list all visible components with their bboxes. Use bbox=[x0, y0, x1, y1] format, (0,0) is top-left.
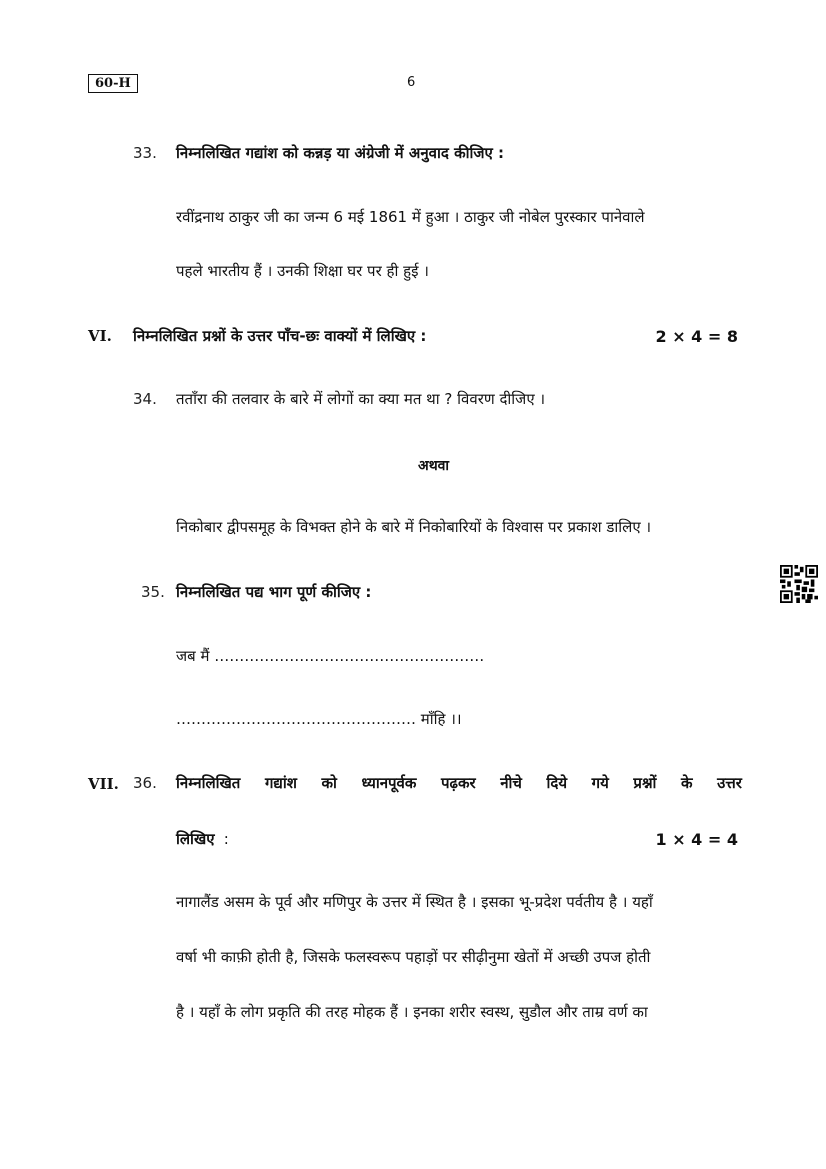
colon: : bbox=[223, 830, 229, 848]
question-number-35: 35. bbox=[141, 583, 165, 601]
question-36-title-continued: लिखिए : bbox=[176, 830, 229, 848]
section-6-roman: VI. bbox=[88, 327, 112, 345]
question-34-text: तताँरा की तलवार के बारे में लोगों का क्या मत था ? विवरण दीजिए । bbox=[176, 390, 546, 408]
title-word: गये bbox=[591, 774, 609, 792]
question-33-title: निम्नलिखित गद्यांश को कन्नड़ या अंग्रेजी में अनुवाद कीजिए : bbox=[176, 144, 505, 162]
title-word: नीचे bbox=[500, 774, 522, 792]
question-number-33: 33. bbox=[133, 144, 157, 162]
passage-line-1: नागालैंड असम के पूर्व और मणिपुर के उत्तर में स्थित है । इसका भू-प्रदेश पर्वतीय है । यहाँ bbox=[176, 893, 653, 911]
question-33-line-1: रवींद्रनाथ ठाकुर जी का जन्म 6 मई 1861 में हुआ । ठाकुर जी नोबेल पुरस्कार पानेवाले bbox=[176, 208, 645, 226]
poem-line-1: जब मैं ……………………………………………… bbox=[176, 647, 485, 665]
qr-code-icon bbox=[780, 565, 818, 603]
question-number-34: 34. bbox=[133, 390, 157, 408]
title-word: गद्यांश bbox=[264, 774, 297, 792]
title-word: को bbox=[321, 774, 337, 792]
question-34-alternative: निकोबार द्वीपसमूह के विभक्त होने के बारे में निकोबारियों के विश्वास पर प्रकाश डालिए । bbox=[176, 518, 652, 536]
section-6-title: निम्नलिखित प्रश्नों के उत्तर पाँच-छः वाक्यों में लिखिए : bbox=[133, 327, 427, 345]
paper-code: 60-H bbox=[88, 74, 138, 93]
title-word: प्रश्नों bbox=[633, 774, 657, 792]
title-word: ध्यानपूर्वक bbox=[361, 774, 417, 792]
section-7-marks: 1 × 4 = 4 bbox=[655, 830, 738, 849]
question-36-title bbox=[176, 773, 742, 793]
question-33-line-2: पहले भारतीय हैं । उनकी शिक्षा घर पर ही हुई । bbox=[176, 262, 429, 280]
page-number: 6 bbox=[407, 75, 416, 90]
title-word: के bbox=[681, 774, 693, 792]
or-label: अथवा bbox=[418, 458, 450, 474]
title-word: उत्तर bbox=[717, 774, 742, 792]
title-word: निम्नलिखित bbox=[176, 774, 241, 792]
question-number-36: 36. bbox=[133, 774, 157, 792]
passage-line-3: है । यहाँ के लोग प्रकृति की तरह मोहक हैं । इनका शरीर स्वस्थ, सुडौल और ताम्र वर्ण का bbox=[176, 1003, 648, 1021]
passage-line-2: वर्षा भी काफ़ी होती है, जिसके फलस्वरूप पहाड़ों पर सीढ़ीनुमा खेतों में अच्छी उपज होती bbox=[176, 948, 651, 966]
title-word: दिये bbox=[546, 774, 568, 792]
question-35-title: निम्नलिखित पद्य भाग पूर्ण कीजिए : bbox=[176, 583, 372, 601]
section-7-roman: VII. bbox=[88, 775, 119, 793]
section-6-marks: 2 × 4 = 8 bbox=[655, 327, 738, 346]
title-word: पढ़कर bbox=[441, 774, 476, 792]
poem-line-2: ………………………………………… माँहि ।। bbox=[176, 710, 462, 728]
